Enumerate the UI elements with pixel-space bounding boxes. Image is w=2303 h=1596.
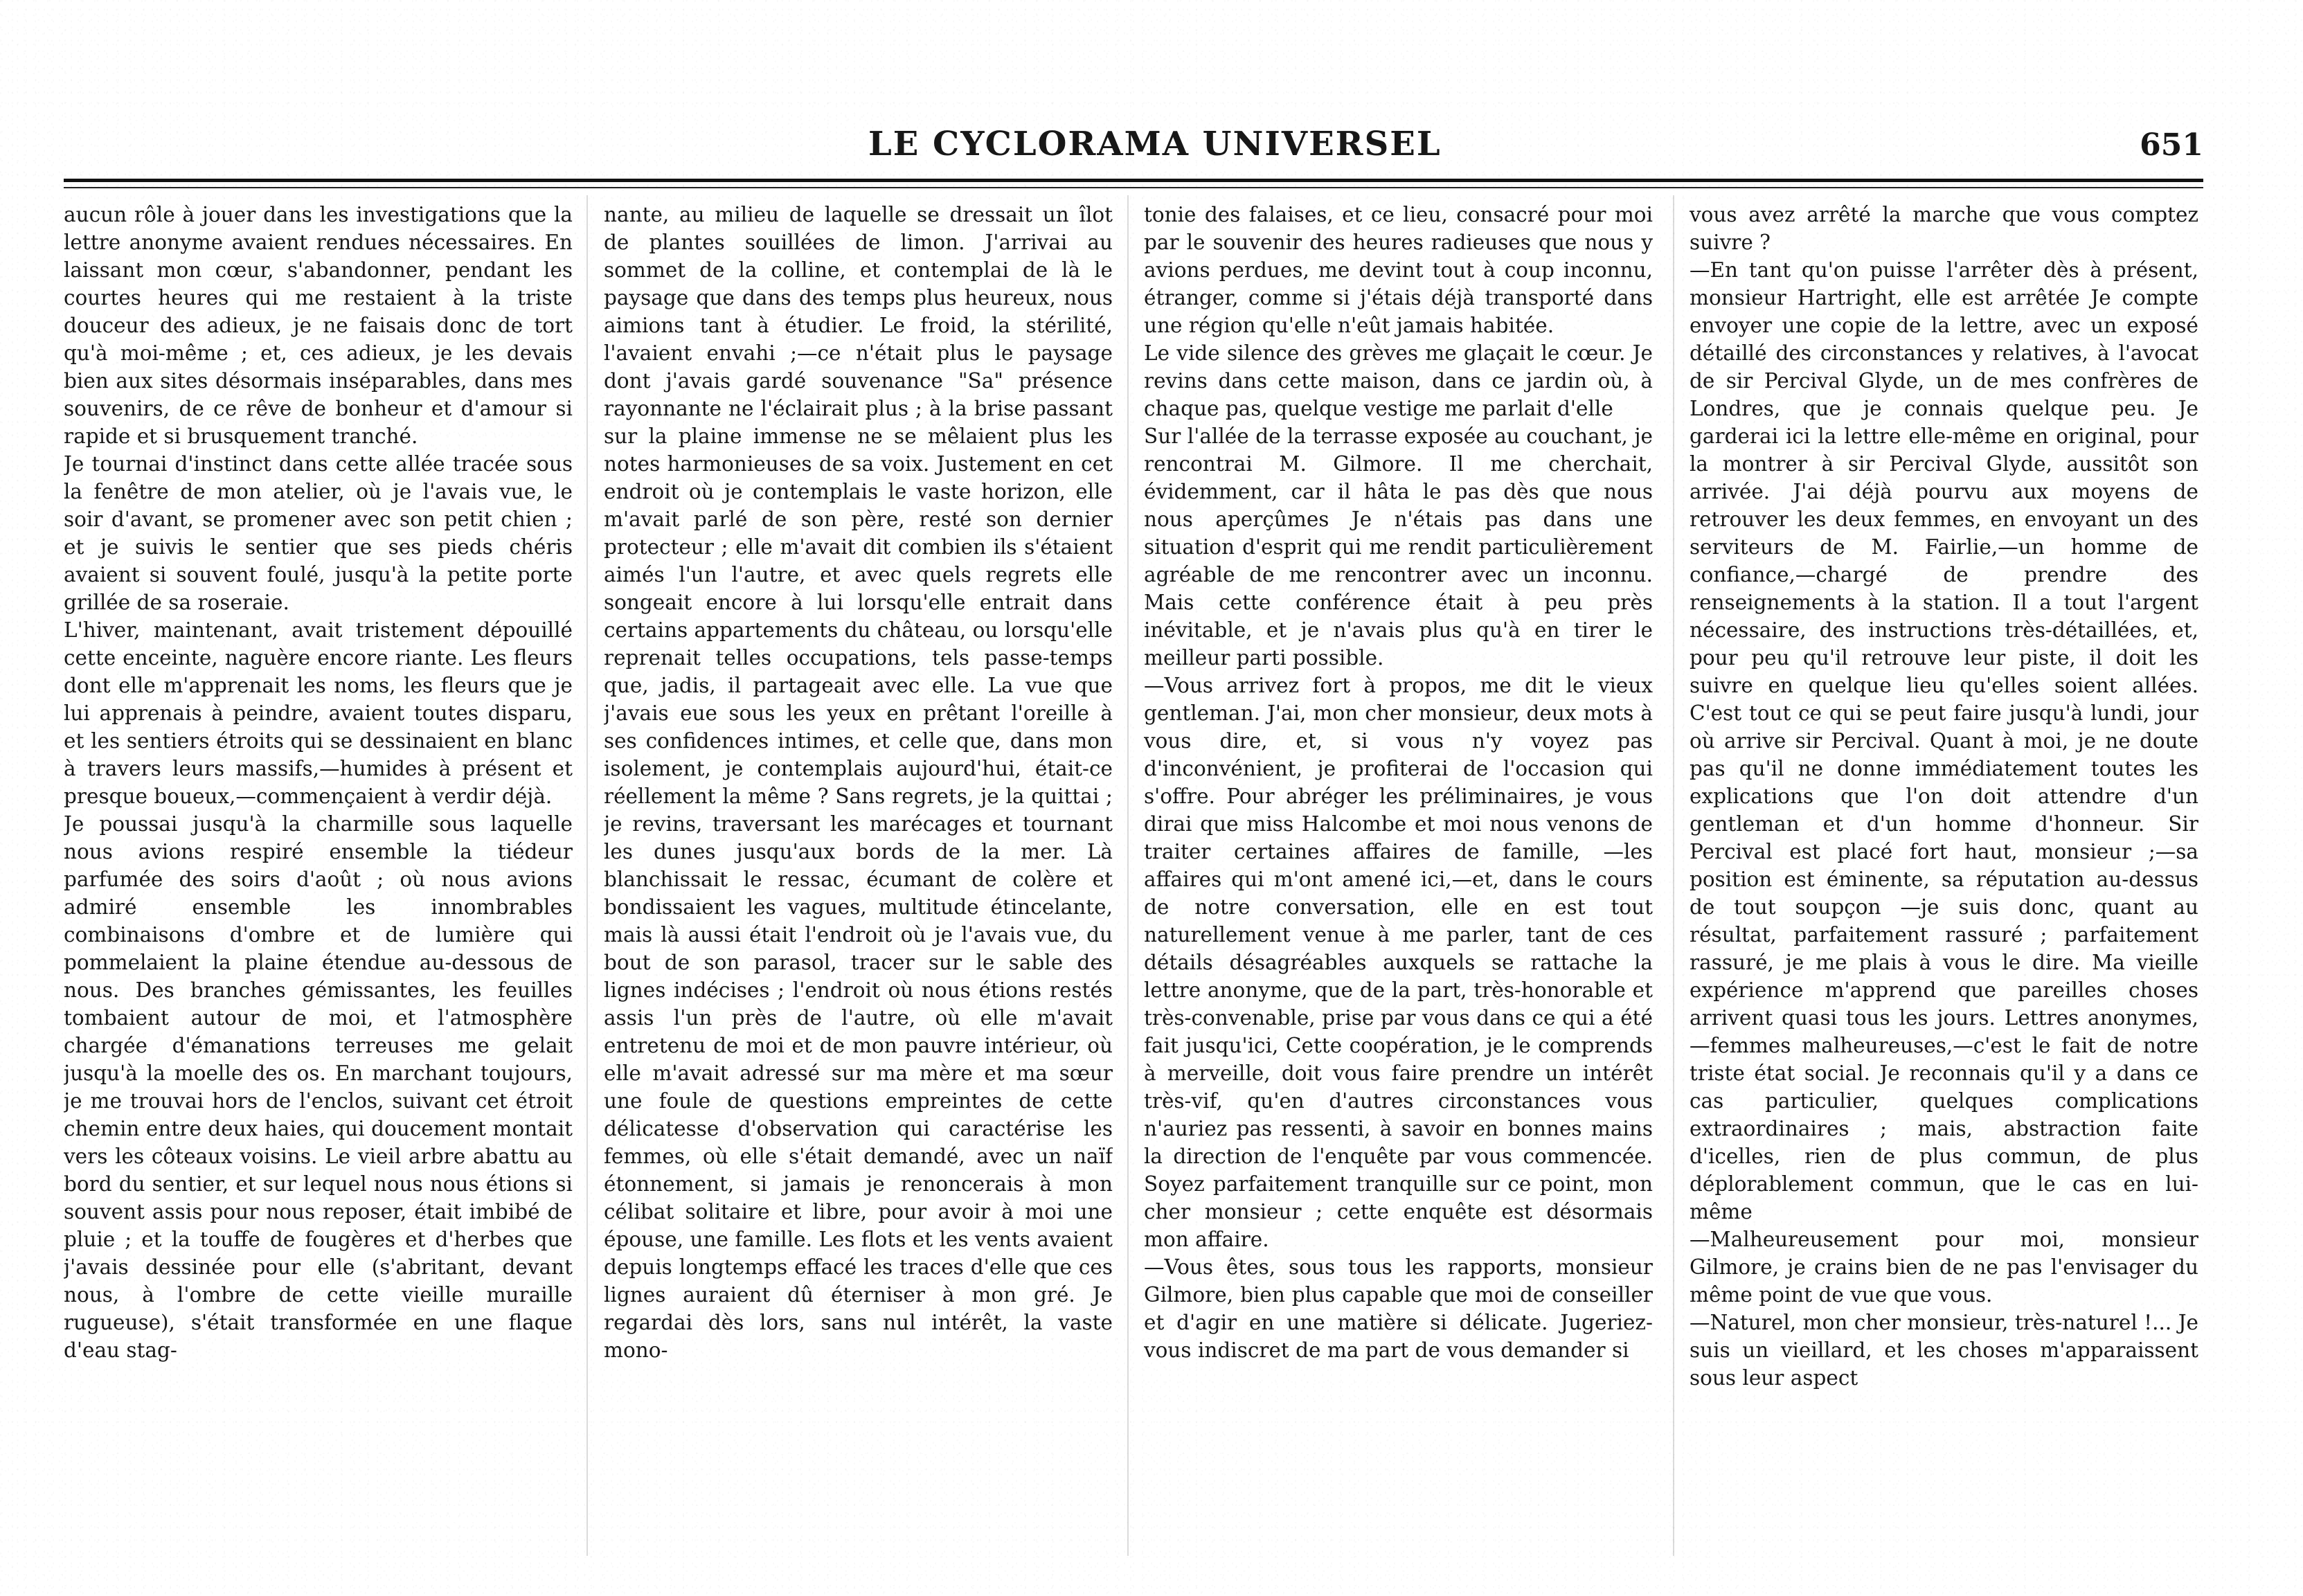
newspaper-page xyxy=(64,119,2203,1556)
text-column-1 xyxy=(64,201,573,1557)
column-text: aucun rôle à jouer dans les investigations que la lettre anonyme avaient rendues nécessaires. En laissant mon cœur, s'abandonner, pendant les courtes heures qui me restaient à la triste douceur des adieux, je ne faisais donc de tort qu'à moi-même ; et, ces adieux, je les devais bien aux sites désormais inséparables, dans mes souvenirs, de ce rêve de bonheur et d'amour si rapide et si brusquement tranché. Je tournai d'instinct dans cette allée tracée sous la fenêtre de mon atelier, où je l'avais vue, le soir d'avant, se promener avec son petit chien ; et je suivis le sentier que ses pieds chéris avaient si souvent foulé, jusqu'à la petite porte grillée de sa roseraie. L'hiver, maintenant, avait tristement dépouillé cette enceinte, naguère encore riante. Les fleurs dont elle m'apprenait les noms, les fleurs que je lui apprenais à peindre, avaient toutes disparu, et les sentiers étroits qui se dessinaient en blanc à travers leurs massifs,—humides à présent et presque boueux,—commençaient à verdir déjà. Je poussai jusqu'à la charmille sous laquelle nous avions respiré ensemble la tiédeur parfumée des soirs d'août ; où nous avions admiré ensemble les innombrables combinaisons d'ombre et de lumière qui pommelaient la plaine étendue au-dessous de nous. Des branches gémissantes, les feuilles tombaient autour de moi, et l'atmosphère chargée d'émanations terreuses me gelait jusqu'à la moelle des os. En marchant toujours, je me trouvai hors de l'enclos, suivant cet étroit chemin entre deux haies, qui doucement montait vers les côteaux voisins. Le vieil arbre abattu au bord du sentier, et sur lequel nous nous étions si souvent assis pour nous reposer, était imbibé de pluie ; et la touffe de fougères et d'herbes que j'avais dessinée pour elle (s'abritant, devant nous, à l'ombre de cette vieille muraille rugueuse), s'était transformée en une flaque d'eau stag- xyxy=(64,203,573,1362)
column-divider xyxy=(1127,195,1129,1556)
column-text: vous avez arrêté la marche que vous comptez suivre ? —En tant qu'on puisse l'arrêter dès à présent, monsieur Hartright, elle est arrêtée Je compte envoyer une copie de la lettre, avec un exposé détaillé des circonstances y relatives, à l'avocat de sir Percival Glyde, un de mes confrères de Londres, que je connais quelque peu. Je garderai ici la lettre elle-même en original, pour la montrer à sir Percival Glyde, aussitôt son arrivée. J'ai déjà pourvu aux moyens de retrouver les deux femmes, en envoyant un des serviteurs de M. Fairlie,—un homme de confiance,—chargé de prendre des renseignements à la station. Il a tout l'argent nécessaire, des instructions très-détaillées, et, pour peu qu'il retrouve leur piste, il doit les suivre en quelque lieu qu'elles soient allées. C'est tout ce qui se peut faire jusqu'à lundi, jour où arrive sir Percival. Quant à moi, je ne doute pas qu'il ne donne immédiatement toutes les explications que l'on doit attendre d'un gentleman et d'un homme d'honneur. Sir Percival est placé fort haut, monsieur ;—sa position est éminente, sa réputation au-dessus de tout soupçon —je suis donc, quant au résultat, parfaitement rassuré ; parfaitement rassuré, je me plais à vous le dire. Ma vieille expérience m'apprend que pareilles choses arrivent quasi tous les jours. Lettres anonymes,—femmes malheureuses,—c'est le fait de notre triste état social. Je reconnais qu'il y a dans ce cas particulier, quelques complications extraordinaires ; mais, abstraction faite d'icelles, rien de plus commun, de plus déplorablement commun, que le cas en lui-même —Malheureusement pour moi, monsieur Gilmore, je crains bien de ne pas l'envisager du même point de vue que vous. —Naturel, mon cher monsieur, très-naturel !... Je suis un vieillard, et les choses m'apparaissent sous leur aspect xyxy=(1690,203,2198,1390)
page-number: 651 xyxy=(2140,127,2203,163)
column-text: tonie des falaises, et ce lieu, consacré pour moi par le souvenir des heures radieuses que nous y avions perdues, me devint tout à coup inconnu, étranger, comme si j'étais déjà transporté dans une région qu'elle n'eût jamais habitée. Le vide silence des grèves me glaçait le cœur. Je revins dans cette maison, dans ce jardin où, à chaque pas, quelque vestige me parlait d'elle Sur l'allée de la terrasse exposée au couchant, je rencontrai M. Gilmore. Il me cherchait, évidemment, car il hâta le pas dès que nous nous aperçûmes Je n'étais pas dans une situation d'esprit qui me rendit particulièrement agréable de me rencontrer avec un inconnu. Mais cette conférence était à peu près inévitable, et je n'avais plus qu'à en tirer le meilleur parti possible. —Vous arrivez fort à propos, me dit le vieux gentleman. J'ai, mon cher monsieur, deux mots à vous dire, et, si vous n'y voyez pas d'inconvénient, je profiterai de l'occasion qui s'offre. Pour abréger les préliminaires, je vous dirai que miss Halcombe et moi nous venons de traiter certaines affaires de famille, —les affaires qui m'ont amené ici,—et, dans le cours de notre conversation, elle en est tout naturellement venue à me parler, tant de ces détails désagréables auxquels se rattache la lettre anonyme, que de la part, très-honorable et très-convenable, prise par vous dans ce qui a été fait jusqu'ici, Cette coopération, je le comprends à merveille, doit vous faire prendre un intérêt très-vif, qu'en d'autres circonstances vous n'auriez pas ressenti, à savoir en bonnes mains la direction de l'enquête par vous commencée. Soyez parfaitement tranquille sur ce point, mon cher monsieur ; cette enquête est désormais mon affaire. —Vous êtes, sous tous les rapports, monsieur Gilmore, bien plus capable que moi de conseiller et d'agir en une matière si délicate. Jugeriez-vous indiscret de ma part de vous demander si xyxy=(1144,203,1653,1362)
text-column-3 xyxy=(1144,201,1653,1557)
column-text: nante, au milieu de laquelle se dressait un îlot de plantes souillées de limon. J'arrivai au sommet de la colline, et contemplai de là le paysage que dans des temps plus heureux, nous aimions tant à étudier. Le froid, la stérilité, l'avaient envahi ;—ce n'était plus le paysage dont j'avais gardé souvenance "Sa" présence rayonnante ne l'éclairait plus ; à la brise passant sur la plaine immense ne se mêlaient plus les notes harmonieuses de sa voix. Justement en cet endroit où je contemplais le vaste horizon, elle m'avait parlé de son père, resté son dernier protecteur ; elle m'avait dit combien ils s'étaient aimés l'un l'autre, et avec quels regrets elle songeait encore à lui lorsqu'elle entrait dans certains appartements du château, ou lorsqu'elle reprenait telles occupations, tels passe-temps que, jadis, il partageait avec elle. La vue que j'avais eue sous les yeux en prêtant l'oreille à ses confidences intimes, et celle que, dans mon isolement, je contemplais aujourd'hui, était-ce réellement la même ? Sans regrets, je la quittai ; je revins, traversant les marécages et tournant les dunes jusqu'aux bords de la mer. Là blanchissait le ressac, écumant de colère et bondissaient les vagues, multitude étincelante, mais là aussi était l'endroit où je l'avais vue, du bout de son parasol, tracer sur le sable des lignes indécises ; l'endroit où nous étions restés assis l'un près de l'autre, où elle m'avait entretenu de moi et de mon pauvre intérieur, où elle m'avait adressé sur ma mère et ma sœur une foule de questions empreintes de cette délicatesse d'observation qui caractérise les femmes, où elle s'était demandé, avec un naïf étonnement, si jamais je renoncerais à mon célibat solitaire et libre, pour avoir à moi une épouse, une famille. Les flots et les vents avaient depuis longtemps effacé les traces d'elle que ces lignes auraient dû éterniser à mon gré. Je regardai dès lors, sans nul intérêt, la vaste mono- xyxy=(604,203,1113,1362)
page-header xyxy=(64,119,2203,174)
header-thin-rule xyxy=(64,187,2203,188)
header-thick-rule xyxy=(64,179,2203,182)
column-divider xyxy=(586,195,588,1556)
text-column-2 xyxy=(604,201,1113,1557)
publication-title: LE CYCLORAMA UNIVERSEL xyxy=(868,125,1442,163)
text-column-4 xyxy=(1690,201,2198,1557)
column-divider xyxy=(1673,195,1674,1556)
